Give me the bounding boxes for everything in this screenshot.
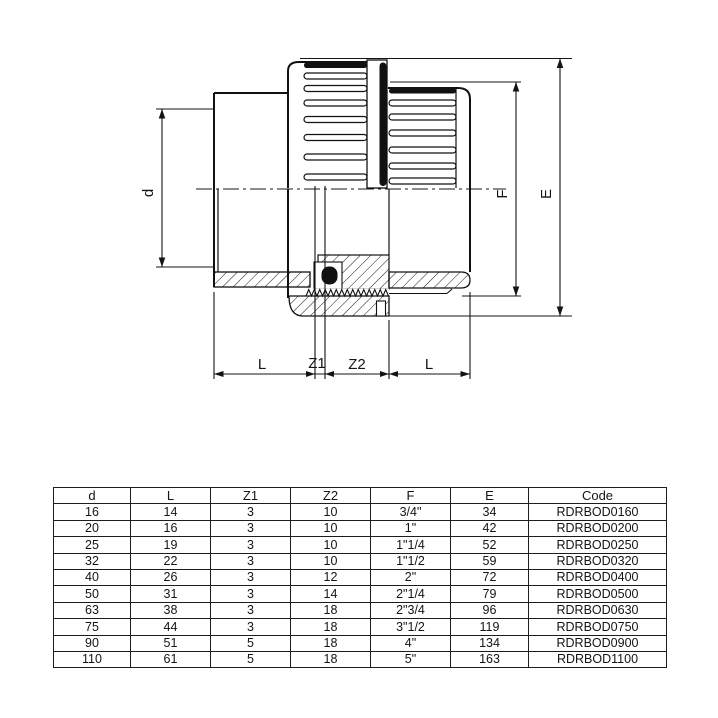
table-cell: 51	[131, 635, 211, 651]
table-cell: 61	[131, 651, 211, 667]
table-cell: 32	[54, 553, 131, 569]
table-cell: 3	[211, 520, 291, 536]
dimensions-table	[53, 487, 667, 668]
nut-notch	[377, 301, 386, 316]
table-cell: 3	[211, 504, 291, 520]
table-body	[54, 504, 667, 668]
table-cell: 134	[451, 635, 529, 651]
table-cell: 10	[291, 504, 371, 520]
table-cell: 16	[131, 520, 211, 536]
socket-body	[214, 93, 310, 287]
column-header: Z1	[211, 488, 291, 504]
dim-label-L-left: L	[257, 356, 267, 373]
dim-label-Z1: Z1	[308, 355, 326, 372]
section-view	[288, 186, 470, 379]
table-cell: 10	[291, 520, 371, 536]
table-cell: 3	[211, 602, 291, 618]
table-cell: 1"1/4	[371, 537, 451, 553]
table-row	[54, 553, 667, 569]
table-cell: 4"	[371, 635, 451, 651]
table-cell: 38	[131, 602, 211, 618]
table-cell: 26	[131, 569, 211, 585]
table-cell: 5	[211, 651, 291, 667]
column-header: F	[371, 488, 451, 504]
dim-label-d: d	[140, 188, 157, 198]
table-cell: 18	[291, 651, 371, 667]
table-cell: RDRBOD0630	[529, 602, 667, 618]
table-row	[54, 504, 667, 520]
table-cell: 52	[451, 537, 529, 553]
table-cell: 163	[451, 651, 529, 667]
table-cell: 3	[211, 586, 291, 602]
table-cell: 2"3/4	[371, 602, 451, 618]
table-cell: 14	[131, 504, 211, 520]
table-cell: RDRBOD0200	[529, 520, 667, 536]
table-cell: 3	[211, 537, 291, 553]
table-row	[54, 488, 667, 504]
table-cell: RDRBOD0900	[529, 635, 667, 651]
table-row	[54, 520, 667, 536]
table-cell: 59	[451, 553, 529, 569]
table-cell: 42	[451, 520, 529, 536]
table-cell: 3	[211, 619, 291, 635]
table-cell: 2"	[371, 569, 451, 585]
table-cell: 5"	[371, 651, 451, 667]
table-cell: 31	[131, 586, 211, 602]
table-cell: RDRBOD0160	[529, 504, 667, 520]
table-cell: 18	[291, 602, 371, 618]
table-cell: 90	[54, 635, 131, 651]
column-header: E	[451, 488, 529, 504]
table-row	[54, 569, 667, 585]
dim-label-L-right: L	[424, 356, 434, 373]
table-cell: 1"	[371, 520, 451, 536]
table-cell: 40	[54, 569, 131, 585]
table-cell: 3/4"	[371, 504, 451, 520]
dim-label-Z2: Z2	[348, 356, 366, 373]
table-cell: 16	[54, 504, 131, 520]
table-cell: 72	[451, 569, 529, 585]
table-cell: RDRBOD1100	[529, 651, 667, 667]
table-cell: 96	[451, 602, 529, 618]
column-header: L	[131, 488, 211, 504]
dim-label-E: E	[538, 188, 555, 200]
o-ring	[322, 267, 338, 285]
table-cell: 3	[211, 569, 291, 585]
table-cell: RDRBOD0500	[529, 586, 667, 602]
table-cell: 10	[291, 537, 371, 553]
table-cell: 18	[291, 635, 371, 651]
column-header: Z2	[291, 488, 371, 504]
table-cell: 50	[54, 586, 131, 602]
table-cell: RDRBOD0250	[529, 537, 667, 553]
table-header	[54, 488, 667, 504]
table-cell: RDRBOD0750	[529, 619, 667, 635]
table-cell: 25	[54, 537, 131, 553]
column-header: Code	[529, 488, 667, 504]
table-cell: 10	[291, 553, 371, 569]
table-cell: 18	[291, 619, 371, 635]
dim-label-F: F	[494, 189, 511, 199]
table-cell: RDRBOD0320	[529, 553, 667, 569]
table-cell: RDRBOD0400	[529, 569, 667, 585]
table-cell: 3	[211, 553, 291, 569]
table-cell: 34	[451, 504, 529, 520]
table-row	[54, 586, 667, 602]
table-cell: 22	[131, 553, 211, 569]
table-cell: 63	[54, 602, 131, 618]
table-cell: 20	[54, 520, 131, 536]
table-cell: 79	[451, 586, 529, 602]
table-cell: 2"1/4	[371, 586, 451, 602]
table-cell: 75	[54, 619, 131, 635]
nut-collar-edge	[380, 63, 387, 187]
table-row	[54, 635, 667, 651]
table-cell: 110	[54, 651, 131, 667]
table-cell: 1"1/2	[371, 553, 451, 569]
table-row	[54, 602, 667, 618]
table-cell: 44	[131, 619, 211, 635]
union-nut	[288, 60, 387, 188]
table-cell: 19	[131, 537, 211, 553]
table-row	[54, 619, 667, 635]
table-cell: 3"1/2	[371, 619, 451, 635]
table-cell: 119	[451, 619, 529, 635]
table-cell: 5	[211, 635, 291, 651]
column-header: d	[54, 488, 131, 504]
table-cell: 14	[291, 586, 371, 602]
table-row	[54, 537, 667, 553]
table-row	[54, 651, 667, 667]
right-end-connector	[388, 88, 470, 272]
table-cell: 12	[291, 569, 371, 585]
